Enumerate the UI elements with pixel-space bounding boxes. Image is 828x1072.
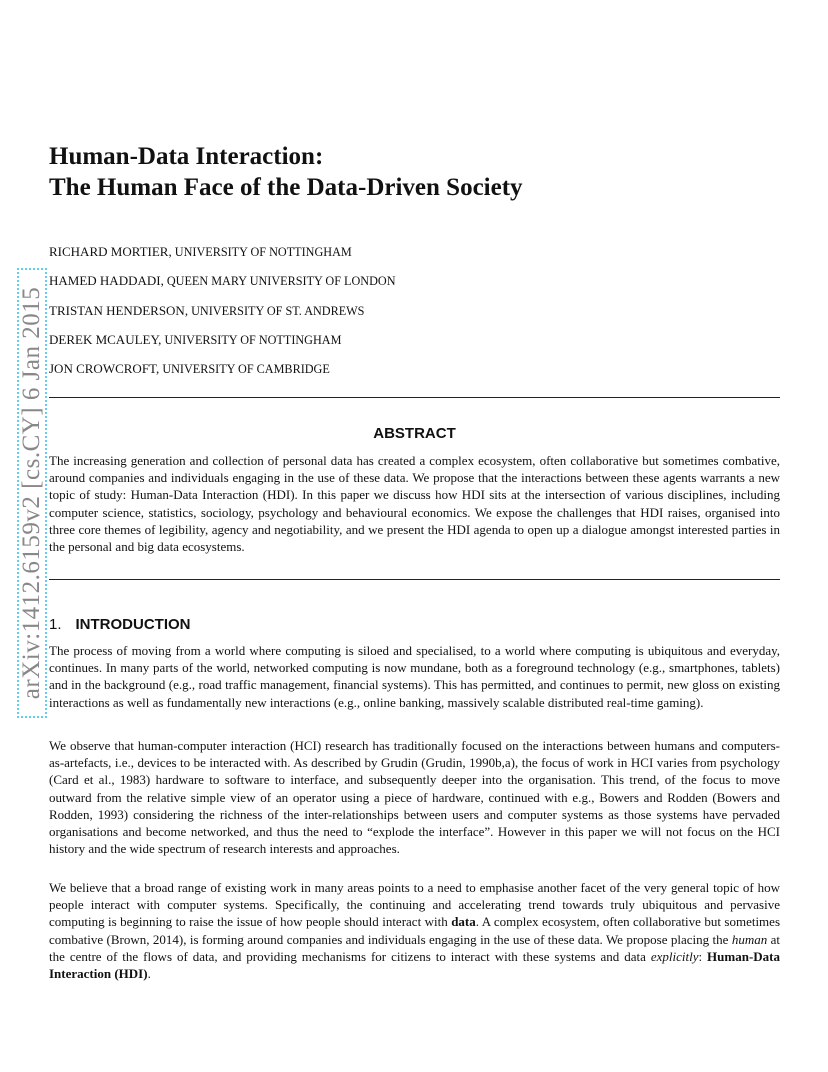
p3-text-c: . A complex ecosystem, often collaborative but sometimes combative (Brown, 2014), is forming around companies and individuals engaging in the use of these data. We propose placing the: [49, 914, 780, 947]
author-name: DEREK MCAULEY,: [49, 331, 162, 347]
author-name: RICHARD MORTIER,: [49, 244, 172, 259]
abstract-heading: ABSTRACT: [373, 425, 456, 442]
author-5: [49, 360, 396, 389]
p3-text-e: at the centre of the flows of data, and providing mechanisms for citizens to interact with these systems and data: [49, 931, 780, 964]
author-affiliation: UNIVERSITY OF NOTTINGHAM: [161, 332, 342, 347]
author-3: [49, 302, 396, 331]
author-affiliation: UNIVERSITY OF NOTTINGHAM: [171, 245, 352, 259]
p3-bold-hdi: Human-Data Interaction (HDI): [49, 948, 780, 982]
p3-italic-human: human: [731, 931, 768, 947]
author-4: [49, 331, 396, 360]
abstract-text: The increasing generation and collection of personal data has created a complex ecosystem, often collaborative but sometimes combative, around companies and individuals engaging in the use of these data. We propose that the interactions between these agents warrants a new topic of study: Human-Data Interaction (HDI). In this paper we discuss how HDI sits at the intersection of various disciplines, including computer science, statistics, sociology, psychology and behavioural economics. We expose the challenges that HDI raises, organised into three core themes of legibility, agency and negotiability, and we present the HDI agenda to open up a dialogue amongst interested parties in the personal and big data ecosystems.: [49, 453, 780, 555]
arxiv-identifier: arXiv:1412.6159v2 [cs.CY] 6 Jan 2015: [18, 286, 45, 700]
author-1: [49, 243, 396, 272]
intro-paragraph-2: We observe that human-computer interaction (HCI) research has traditionally focused on the interactions between humans and computers-as-artefacts, i.e., devices to be interacted with. As described by Grudin (Grudin, 1990b,a), the focus of work in HCI varies from psychology (Card et al., 1983) hardware to software to interface, and subsequently deeper into the organisation. This trend, of the focus to move outward from the relative simple view of an operator using a piece of hardware, continued with e.g., Bowers and Rodden (Bowers and Rodden, 1993) considering the richness of the inter-relationships between users and computer systems as those systems have pervaded organisations and become networked, and thus the need to “explode the interface”. However in this paper we will not focus on the HCI history and the wide spectrum of research interests and approaches.: [49, 738, 780, 857]
author-2: [49, 272, 396, 301]
divider-top: [49, 397, 780, 398]
section-heading: [49, 616, 191, 633]
author-affiliation: UNIVERSITY OF ST. ANDREWS: [188, 303, 365, 318]
author-affiliation: UNIVERSITY OF CAMBRIDGE: [159, 362, 330, 377]
intro-paragraph-3: [49, 879, 780, 982]
p3-text-a: We believe that a broad range of existing work in many areas points to a need to emphasise another facet of the very general topic of how people interact with computer systems. Specifically, the continuing and accelerating trend towards truly ubiquitous and pervasive computing is beginning to raise the issue of how people should interact with: [49, 880, 780, 930]
paper-title: [49, 141, 523, 203]
title-line-2: The Human Face of the Data-Driven Society: [49, 174, 523, 201]
section-number: 1.: [49, 616, 62, 633]
intro-paragraph-1: The process of moving from a world where computing is siloed and specialised, to a world where computing is ubiquitous and everyday, continues. In many parts of the world, networked computing is now mundane, both as a foreground technology (e.g., smartphones, tablets) and in the background (e.g., road traffic management, financial systems). This has permitted, and continues to permit, new gloss on existing interactions as well as fundamentally new interactions (e.g., online banking, massively scalable distributed real-time gaming).: [49, 643, 780, 710]
p3-text-g: :: [698, 948, 708, 964]
author-name: JON CROWCROFT,: [49, 361, 160, 377]
author-list: [49, 243, 396, 389]
author-name: TRISTAN HENDERSON,: [49, 302, 189, 318]
section-title: INTRODUCTION: [75, 616, 191, 633]
title-line-1: Human-Data Interaction:: [49, 143, 324, 170]
p3-italic-explicitly: explicitly: [650, 948, 699, 964]
p3-bold-data: data: [451, 914, 476, 930]
arxiv-identifier-stamp: [17, 268, 47, 718]
p3-text-i: .: [147, 966, 151, 982]
author-name: HAMED HADDADI,: [49, 273, 164, 289]
author-affiliation: QUEEN MARY UNIVERSITY OF LONDON: [163, 274, 396, 289]
divider-bottom: [49, 579, 780, 580]
